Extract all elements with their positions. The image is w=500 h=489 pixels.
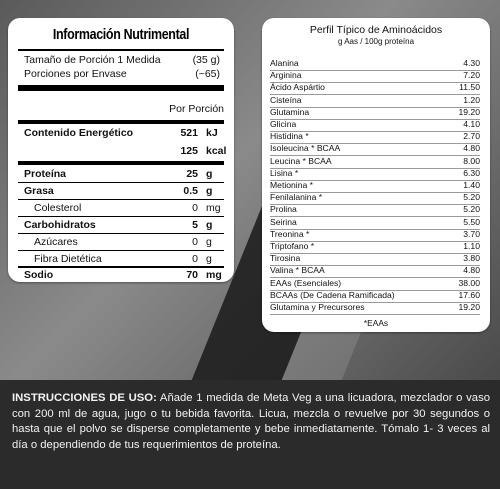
amino-value: 5.20 — [463, 204, 480, 215]
amino-label: Seirina — [270, 216, 297, 227]
amino-row — [270, 70, 480, 83]
amino-title: Perfil Típico de Aminoácidos — [309, 24, 443, 36]
amino-label: Histidina * — [270, 131, 309, 142]
instructions-body: Añade 1 medida de Meta Veg a una licuadora, mezclador o vaso con 200 ml de agua, jugo o tu bebida favorita. Licua, mezcla o revuelve por 30 segundos o hasta que el polvo se disperse completamente y bebe inmediatamente. Tómalo 1- 3 veces al día o dependiendo de tus requerimientos de proteína. — [12, 392, 491, 451]
instructions-heading: INSTRUCCIONES DE USO: — [12, 392, 157, 404]
amino-label: Glutamina — [270, 106, 310, 117]
divider — [18, 216, 224, 217]
amino-row — [270, 265, 480, 278]
nutrient-value: 25 — [186, 168, 198, 180]
amino-value: 1.40 — [463, 180, 480, 190]
nutrient-unit: mg — [206, 202, 221, 214]
amino-row — [270, 131, 480, 144]
amino-row — [270, 302, 480, 315]
thick-divider — [18, 120, 224, 124]
nutrient-label: Azúcares — [34, 236, 78, 248]
divider — [18, 49, 224, 51]
amino-value: 8.00 — [463, 155, 480, 166]
divider — [18, 182, 224, 183]
nutrient-value: 0 — [192, 253, 198, 265]
nutrient-unit: mg — [206, 269, 222, 281]
amino-row — [270, 180, 480, 193]
amino-value: 4.10 — [463, 119, 480, 129]
amino-row — [270, 229, 480, 242]
serving-size-value: (35 g) — [192, 54, 220, 66]
amino-value: 1.20 — [463, 94, 480, 105]
amino-value: 6.30 — [463, 167, 480, 178]
nutrient-value: 5 — [192, 219, 198, 231]
amino-label: Valina * BCAA — [270, 265, 325, 276]
nutrition-facts-panel — [8, 18, 234, 282]
amino-label: Prolina — [270, 204, 297, 215]
amino-value: 3.80 — [463, 253, 480, 264]
amino-label: Fenilalanina * — [270, 192, 323, 203]
amino-label: Triptofano * — [270, 241, 315, 251]
nutrient-unit: g — [206, 236, 212, 248]
amino-value: 11.50 — [459, 82, 480, 93]
amino-value: 3.70 — [463, 228, 480, 239]
nutrient-label: Sodio — [24, 269, 54, 281]
energy-kj-unit: kJ — [206, 127, 218, 139]
amino-label: Isoleucina * BCAA — [270, 143, 341, 154]
nutrient-value: 70 — [186, 269, 198, 281]
nutrient-label: Proteína — [24, 168, 67, 180]
amino-label: Treonina * — [270, 228, 310, 239]
amino-row — [270, 217, 480, 230]
servings-value: (~65) — [195, 68, 220, 80]
nutrient-label: Fibra Dietética — [34, 253, 102, 265]
servings-label: Porciones por Envase — [24, 68, 127, 80]
thick-divider — [18, 161, 224, 165]
amino-row — [270, 278, 480, 291]
amino-value: 19.20 — [458, 106, 480, 117]
divider — [18, 250, 224, 251]
amino-label: BCAAs (De Cadena Ramificada) — [270, 289, 395, 300]
amino-label: Glutamina y Precursores — [270, 302, 365, 312]
amino-value: 4.80 — [463, 143, 480, 154]
amino-value: 5.50 — [463, 216, 480, 227]
amino-value: 19.20 — [458, 302, 480, 312]
divider — [18, 266, 224, 268]
amino-row — [270, 95, 480, 108]
nutrient-value: 0 — [192, 236, 198, 248]
nutrient-value: 0.5 — [183, 185, 198, 197]
amino-label: Cisteína — [270, 94, 302, 105]
amino-row — [270, 204, 480, 217]
energy-kj-value: 521 — [180, 127, 198, 139]
amino-row — [270, 290, 480, 303]
amino-row — [270, 168, 480, 181]
energy-label: Contenido Energético — [24, 127, 134, 139]
nutrient-label: Carbohidratos — [24, 219, 96, 231]
energy-kcal-value: 125 — [180, 145, 198, 157]
amino-value: 4.80 — [463, 265, 480, 276]
divider — [18, 199, 224, 200]
amino-row — [270, 253, 480, 266]
amino-row — [270, 156, 480, 169]
amino-row — [270, 107, 480, 120]
amino-label: Tirosina — [270, 253, 301, 264]
amino-row — [270, 82, 480, 95]
amino-value: 5.20 — [463, 192, 480, 203]
divider — [18, 233, 224, 234]
amino-label: Lisina * — [270, 167, 299, 178]
amino-label: Ácido Aspártio — [270, 82, 325, 93]
amino-label: Metionina * — [270, 180, 313, 190]
amino-label: Leucina * BCAA — [270, 155, 332, 166]
nutrient-value: 0 — [192, 202, 198, 214]
serving-size-label: Tamaño de Porción 1 Medida — [24, 54, 161, 66]
nutrient-label: Colesterol — [34, 202, 82, 214]
amino-row — [270, 119, 480, 132]
energy-kcal-unit: kcal — [206, 145, 227, 157]
amino-value: 1.10 — [463, 241, 480, 251]
amino-row — [270, 58, 480, 71]
nutrient-unit: g — [206, 219, 213, 231]
amino-row — [270, 143, 480, 156]
amino-label: Glicina — [270, 119, 297, 129]
amino-value: 17.60 — [458, 289, 480, 300]
amino-value: 4.30 — [463, 58, 480, 68]
amino-row — [270, 241, 480, 254]
amino-value: 7.20 — [463, 70, 480, 81]
amino-label: Alanina — [270, 58, 299, 68]
amino-value: 38.00 — [458, 277, 480, 288]
nutrient-label: Grasa — [24, 185, 54, 197]
per-serving-header: Por Porción — [169, 103, 224, 115]
nutrient-unit: g — [206, 185, 213, 197]
usage-instructions — [12, 391, 490, 453]
thick-divider — [18, 85, 224, 91]
amino-subtitle: g Aas / 100g proteína — [337, 37, 415, 46]
amino-footnote: *EAAs — [363, 318, 389, 328]
nutrient-unit: g — [206, 253, 212, 265]
amino-row — [270, 192, 480, 205]
amino-label: Arginina — [270, 70, 302, 81]
nutrient-unit: g — [206, 168, 213, 180]
amino-value: 2.70 — [463, 131, 480, 142]
nutrition-title: Información Nutrimental — [52, 27, 190, 43]
amino-label: EAAs (Esenciales) — [270, 277, 342, 288]
amino-acid-panel — [262, 18, 490, 332]
